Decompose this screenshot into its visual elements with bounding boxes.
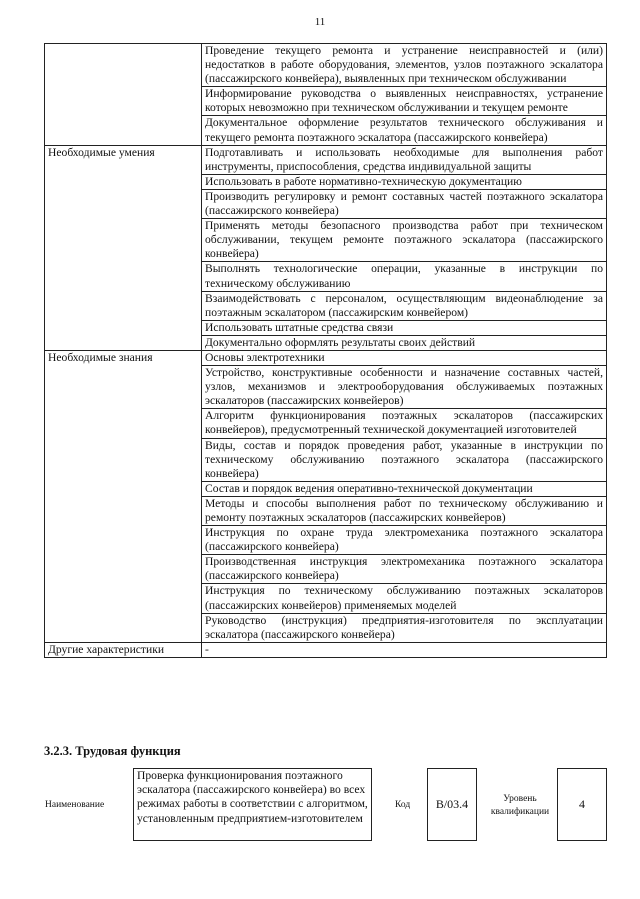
labor-function-table <box>44 43 607 658</box>
knowledge-item: Инструкция по охране труда электромеханика поэтажного эскалатора (пассажирского конвейера) <box>202 526 607 555</box>
table-label-cell-empty <box>45 44 202 146</box>
qualification-level-label: Уровень квалификации <box>490 794 550 817</box>
skill-item: Подготавливать и использовать необходимые для выполнения работ инструменты, приспособления, средства индивидуальной защиты <box>202 145 607 174</box>
page-number: 11 <box>314 16 326 28</box>
skill-item: Выполнять технологические операции, указанные в инструкции по техническому обслуживанию <box>202 262 607 291</box>
other-characteristics-value: - <box>202 642 607 657</box>
function-name-box <box>133 768 372 841</box>
knowledge-item: Устройство, конструктивные особенности и назначение составных частей, узлов, механизмов и электрооборудования обслуживаемых поэтажных эскалаторов (пассажирских конвейеров) <box>202 366 607 409</box>
other-characteristics-label: Другие характеристики <box>45 642 202 657</box>
knowledge-label: Необходимые знания <box>45 350 202 642</box>
knowledge-item: Производственная инструкция электромеханика поэтажного эскалатора (пассажирского конвейера) <box>202 555 607 584</box>
knowledge-item: Руководство (инструкция) предприятия-изготовителя по эксплуатации эскалатора (пассажирского конвейера) <box>202 613 607 642</box>
table-row <box>45 44 607 87</box>
table-row <box>45 145 607 174</box>
skills-label: Необходимые умения <box>45 145 202 350</box>
knowledge-item: Методы и способы выполнения работ по техническому обслуживанию и ремонту поэтажных эскалаторов (пассажирских конвейеров) <box>202 496 607 525</box>
skill-item: Взаимодействовать с персоналом, осуществляющим видеонаблюдение за поэтажным эскалатором (пассажирским конвейером) <box>202 291 607 320</box>
skill-item: Использовать в работе нормативно-техническую документацию <box>202 174 607 189</box>
code-label: Код <box>395 800 411 810</box>
skill-item: Производить регулировку и ремонт составных частей поэтажного эскалатора (пассажирского конвейера) <box>202 189 607 218</box>
labor-action: Проведение текущего ремонта и устранение неисправностей и (или) недостатков в работе оборудования, элементов, узлов поэтажного эскалатора (пассажирского конвейера), выявленных при техническом обслуживании <box>202 44 607 87</box>
skill-item: Документально оформлять результаты своих действий <box>202 335 607 350</box>
name-label: Наименование <box>45 800 105 810</box>
knowledge-item: Алгоритм функционирования поэтажных эскалаторов (пассажирских конвейеров), предусмотренный технической документацией изготовителей <box>202 409 607 438</box>
knowledge-item: Состав и порядок ведения оперативно-технической документации <box>202 481 607 496</box>
code-box <box>427 768 477 841</box>
qualification-level-value: 4 <box>579 797 585 811</box>
knowledge-item: Основы электротехники <box>202 350 607 365</box>
skill-item: Применять методы безопасного производства работ при техническом обслуживании, текущем ремонте поэтажного эскалатора (пассажирского конвейера) <box>202 219 607 262</box>
knowledge-item: Инструкция по техническому обслуживанию поэтажных эскалаторов (пассажирских конвейеров) применяемых моделей <box>202 584 607 613</box>
section-title: 3.2.3. Трудовая функция <box>44 744 181 758</box>
qualification-level-box <box>557 768 607 841</box>
table-row <box>45 350 607 365</box>
labor-action: Документальное оформление результатов технического обслуживания и текущего ремонта поэтажного эскалатора (пассажирского конвейера) <box>202 116 607 145</box>
function-name-value: Проверка функционирования поэтажного эскалатора (пассажирского конвейера) во всех режимах работы в соответствии с алгоритмом, установленным предприятием-изготовителем <box>137 769 368 825</box>
table-row <box>45 642 607 657</box>
labor-action: Информирование руководства о выявленных неисправностях, устранение которых невозможно при техническом обслуживании и текущем ремонте <box>202 87 607 116</box>
knowledge-item: Виды, состав и порядок проведения работ, указанные в инструкции по техническому обслуживанию поэтажного эскалатора (пассажирского конвейера) <box>202 438 607 481</box>
skill-item: Использовать штатные средства связи <box>202 320 607 335</box>
code-value: B/03.4 <box>435 797 469 811</box>
